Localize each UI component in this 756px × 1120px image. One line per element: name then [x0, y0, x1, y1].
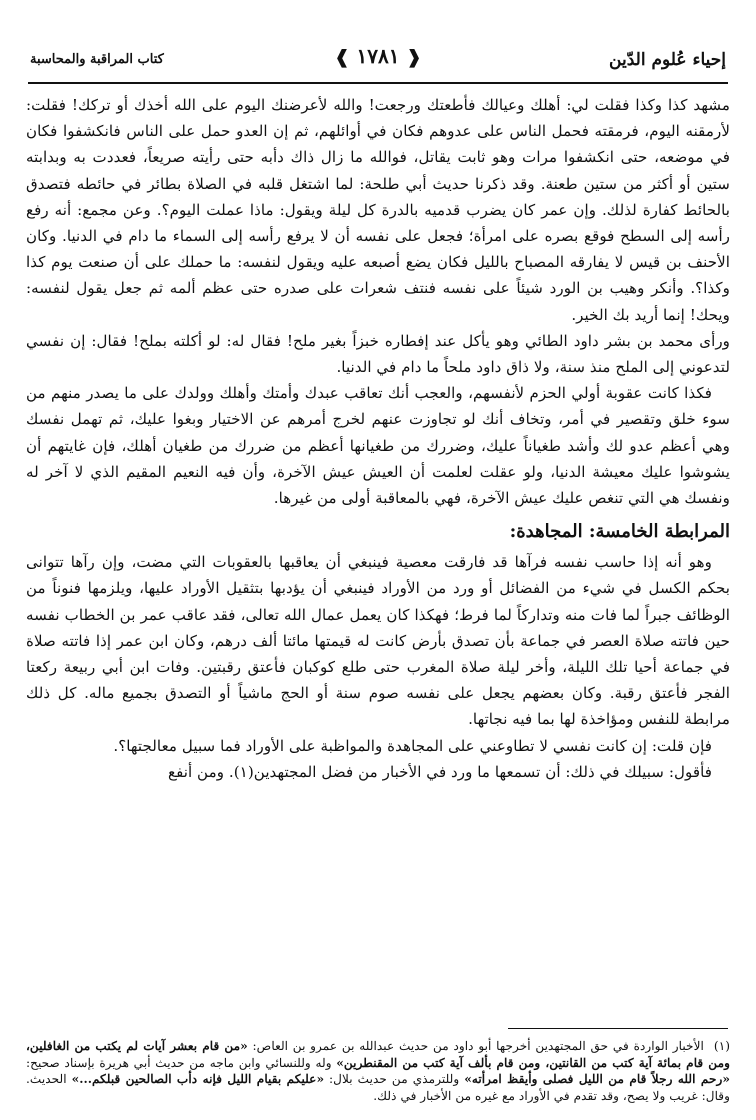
book-title: إحياء عُلوم الدّين	[609, 50, 726, 70]
footnote-text: وله وللنسائي وابن ماجه من حديث أبي هريرة بإسناد صحيح:	[26, 1055, 337, 1070]
right-ornament-icon: ❱	[406, 47, 422, 68]
footnote-hadith: «رحم الله رجلاً قام من الليل فصلى وأيقظ امرأته»	[464, 1072, 731, 1086]
left-ornament-icon: ❰	[334, 47, 350, 68]
paragraph: ورأى محمد بن بشر داود الطائي وهو يأكل عند إفطاره خبزاً بغير ملح! فقال له: لو أكلته بملح! فقال: إن نفسي لتدعوني إلى الملح منذ سنة، ولا ذاق داود ملحاً ما دام في الدنيا.	[26, 331, 730, 377]
footnote-text: وللترمذي من حديث بلال:	[324, 1072, 465, 1086]
footnote-number: (١)	[713, 1039, 730, 1053]
page-header	[28, 40, 728, 84]
footnote-hadith: «عليكم بقيام الليل فإنه دأب الصالحين قبلكم...»	[71, 1072, 325, 1086]
paragraph: وهو أنه إذا حاسب نفسه فرآها قد فارقت معصية فينبغي أن يعاقبها بالعقوبات التي مضت، وإن رآها تتوانى بحكم الكسل في شيء من الفضائل أو ورد من الأوراد فينبغي أن يؤدبها بتثقيل الأوراد عليها، ويلزمها فنوناً من الوظائف جبراً لما فات منه وتداركاً لما فرط؛ فهكذا كان يعمل عمال الله تعالى، فقد عاقب عمر بن الخطاب نفسه حين فاتته صلاة العصر في جماعة بأن تصدق بأرض كانت له قيمتها مائتا ألف درهم، وكان ابن عمر إذا فاتته صلاة في جماعة أحيا تلك الليلة، وأخر ليلة صلاة المغرب حتى طلع كوكبان فأعتق رقبتين. وفات ابن أبي ربيعة ركعتا الفجر فأعتق رقبة. وكان بعضهم يجعل على نفسه صوم سنة أو الحج ماشياً أو التصدق بجميع ماله. كل ذلك مرابطة للنفس ومؤاخذة لها بما فيه نجاتها.	[26, 553, 730, 729]
paragraph: مشهد كذا وكذا فقلت لي: أهلك وعيالك فأطعتك ورجعت! والله لأعرضنك اليوم على الله أخذك أو تركك! فقلت: لأرمقنه اليوم، فرمقته فحمل الناس على عدوهم فكان في أوائلهم، ثم إن العدو حمل على الناس فانكشفوا فكان في موضعه، حتى انكشفوا مرات وهو ثابت يقاتل، فوالله ما زال ذاك دأبه حتى رأيته صريعاً، فعددت به وبدابته ستين أو أكثر من ستين طعنة. وقد ذكرنا حديث أبي طلحة: لما اشتغل قلبه في الصلاة بطائر في حائطه فتصدق بالحائط كفارة لذلك. وإن عمر كان يضرب قدميه بالدرة كل ليلة ويقول: ماذا عملت اليوم؟. وعن مجمع: أنه رفع رأسه إلى السطح فوقع بصره على امرأة؛ فجعل على نفسه أن لا يرفع رأسه إلى السماء ما دام في الدنيا. وكان الأحنف بن قيس لا يفارقه المصباح بالليل فكان يضع أصبعه عليه ويقول لنفسه: ما حملك على أن صنعت يوم كذا وكذا؟. وأنكر وهيب بن الورد شيئاً على نفسه فنتف شعرات على صدره حتى عظم ألمه ثم جعل يقول لنفسه: ويحك! إنما أريد بك الخير.	[26, 96, 730, 324]
paragraph: فكذا كانت عقوبة أولي الحزم لأنفسهم، والعجب أنك تعاقب عبدك وأمتك وأهلك وولدك على ما يصدر منهم من سوء خلق وتقصير في أمر، وتخاف أنك لو تجاوزت عنهم لخرج أمرهم عن الاختيار وبغوا عليك، ثم تهمل نفسك وهي أعظم عدو لك وأشد طغياناً عليك، وضررك من طغيانها أعظم من ضررك من طغيان أهلك، فإن غايتهم أن يشوشوا عليك معيشة الدنيا، ولو عقلت لعلمت أن العيش عيش الآخرة، وأن فيه النعيم المقيم الذي لا آخر له ونفسك هي التي تنغص عليك عيش الآخرة، فهي بالمعاقبة أولى من غيرها.	[26, 384, 730, 508]
main-text	[26, 92, 730, 785]
paragraph: فأقول: سبيلك في ذلك: أن تسمعها ما ورد في الأخبار من فضل المجتهدين(١). ومن أنفع	[168, 762, 712, 781]
footnote-text: الحديث. وقال: غريب ولا يصح، وقد تقدم في الأوراد مع غيره من الأخبار في ذلك.	[26, 1072, 730, 1103]
page-number: ١٧٨١	[356, 44, 400, 68]
footnote-divider	[508, 1028, 728, 1029]
footnote	[26, 1038, 730, 1104]
footnote-hadith: «من قام بعشر آيات لم يكتب من الغافلين، ومن قام بمائة آية كتب من القانتين، ومن قام بألف آية كتب من المقنطرين»	[26, 1039, 730, 1070]
footnote-text: الأخبار الواردة في حق المجتهدين أخرجها أبو داود من حديث عبدالله بن عمرو بن العاص:	[247, 1039, 704, 1053]
paragraph: فإن قلت: إن كانت نفسي لا تطاوعني على المجاهدة والمواظبة على الأوراد فما سبيل معالجتها؟.	[113, 736, 712, 755]
section-heading: المرابطة الخامسة: المجاهدة:	[509, 521, 730, 543]
chapter-title: كتاب المراقبة والمحاسبة	[30, 52, 164, 67]
